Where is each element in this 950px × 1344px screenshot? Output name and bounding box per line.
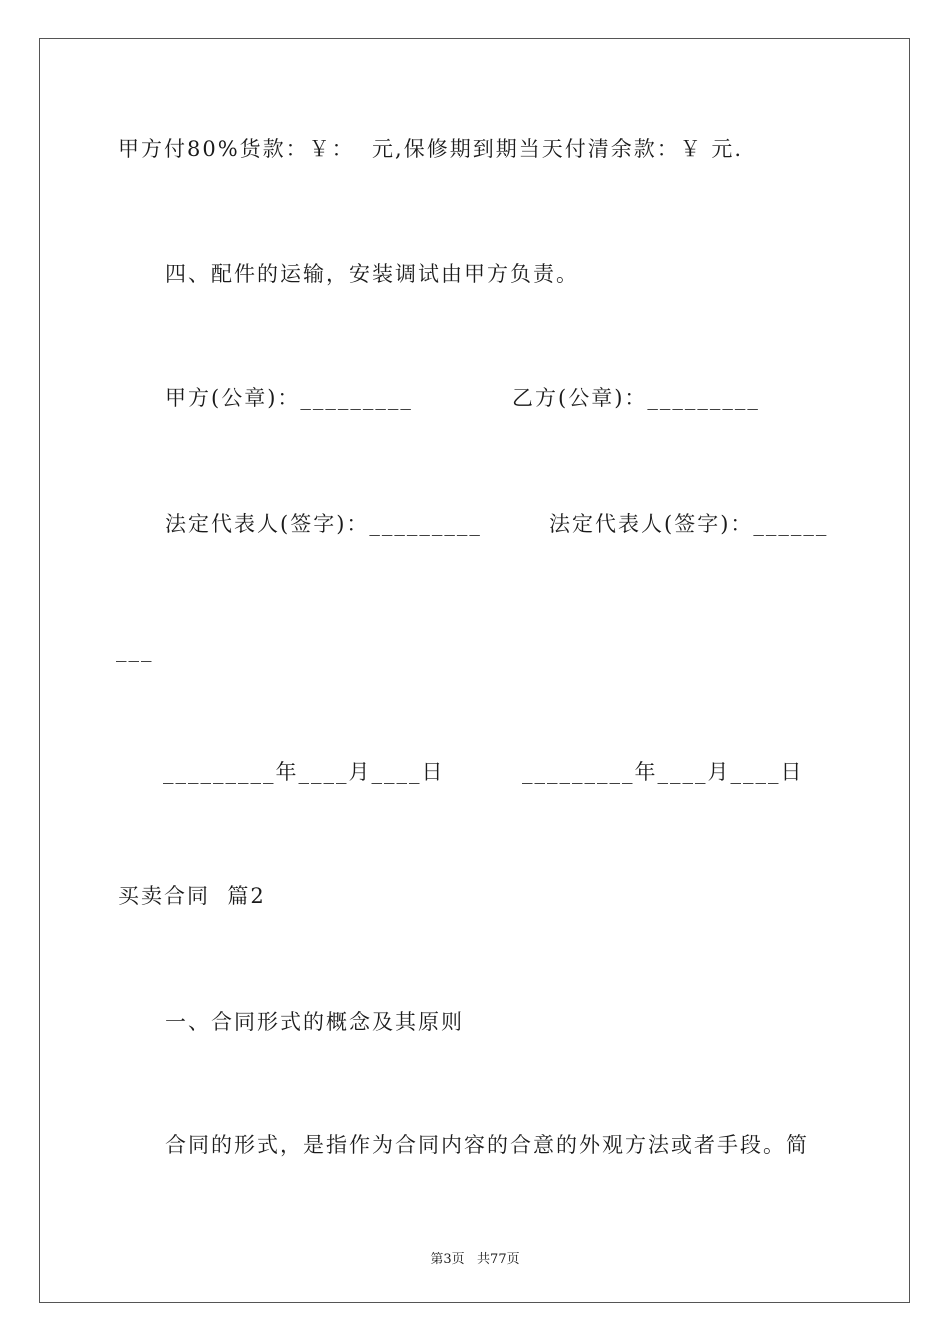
party-b-seal: 乙方(公章)：_________: [512, 386, 760, 410]
representative-line-continuation: ___: [116, 638, 154, 662]
party-a-representative: 法定代表人(签字)：_________: [165, 512, 482, 536]
page-footer: 第3页 共77页: [430, 1252, 520, 1267]
payment-terms-line: 甲方付80%货款：￥： 元,保修期到期当天付清余款：￥ 元.: [118, 137, 744, 161]
page-border: [39, 38, 910, 1303]
party-b-representative: 法定代表人(签字)：______: [549, 512, 829, 536]
section-one-title: 一、合同形式的概念及其原则: [165, 1010, 464, 1034]
body-paragraph: 合同的形式，是指作为合同内容的合意的外观方法或者手段。简: [165, 1133, 809, 1157]
contract-heading: 买卖合同 篇2: [118, 884, 266, 908]
party-a-date: _________年____月____日: [163, 760, 445, 784]
party-b-date: _________年____月____日: [522, 760, 804, 784]
party-a-seal: 甲方(公章)：_________: [165, 386, 413, 410]
clause-four: 四、配件的运输，安装调试由甲方负责。: [165, 262, 579, 286]
